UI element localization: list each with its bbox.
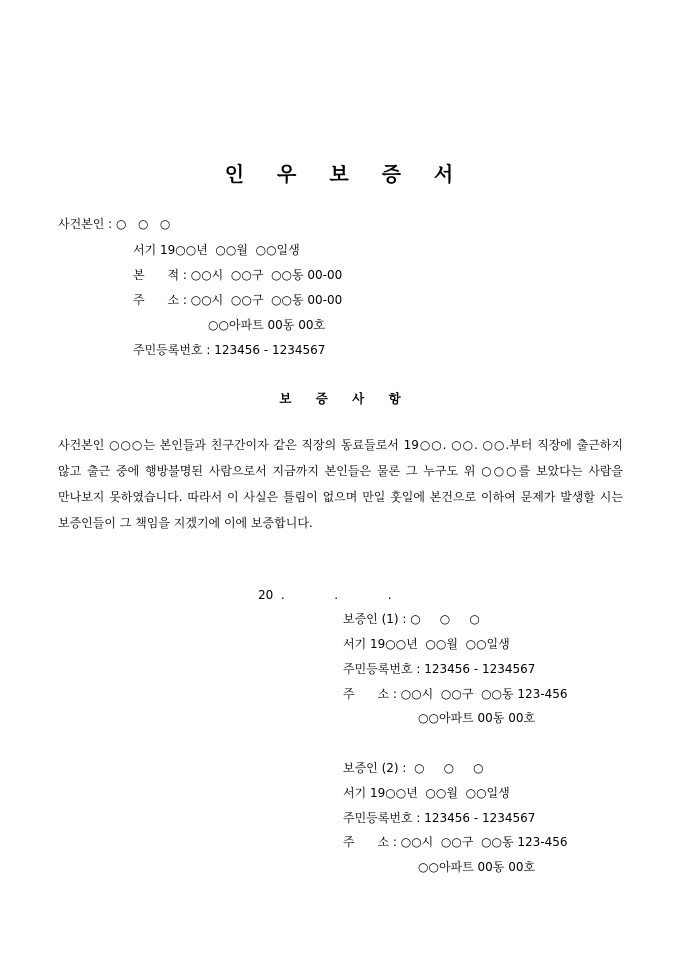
guarantor-1-birth: 서기 19○○년 ○○월 ○○일생 (343, 637, 510, 651)
subject-name-line: 사건본인 : ○ ○ ○ (58, 217, 171, 231)
guarantor-2-resident-number: 주민등록번호 : 123456 - 1234567 (343, 811, 536, 825)
guarantor-2-address: 주 소 : ○○시 ○○구 ○○동 123-456 (343, 835, 568, 849)
section-title: 보 증 사 항 (279, 391, 401, 406)
subject-address-line: 주 소 : ○○시 ○○구 ○○동 00-00 (133, 293, 343, 307)
guarantee-paragraph: 사건본인 ○○○는 본인들과 친구간이자 같은 직장의 동료들로서 19○○. ○○. ○○.부터 직장에 출근하지 않고 출근 중에 행방불명된 사람으로서 지금까지 본인들은 물론 그 누구도 위 ○○○를 보았다는 사람을 만나보지 못하였습니다. 따라서 이 사실은 틀림이 없으며 만일 훗일에 본건으로 이하여 문제가 발생할 시는 보증인들이 그 책임을 지겠기에 이에 보증합니다. (58, 438, 623, 530)
guarantor-1-name: 보증인 (1) : ○ ○ ○ (343, 612, 480, 626)
guarantor-2-birth: 서기 19○○년 ○○월 ○○일생 (343, 786, 510, 800)
guarantor-1-address: 주 소 : ○○시 ○○구 ○○동 123-456 (343, 687, 568, 701)
date-line: 20 . . . (258, 588, 392, 602)
guarantor-2-address-detail: ○○아파트 00동 00호 (418, 860, 536, 874)
guarantor-1-resident-number: 주민등록번호 : 123456 - 1234567 (343, 662, 536, 676)
guarantor-2-name: 보증인 (2) : ○ ○ ○ (343, 761, 484, 775)
guarantor-1-address-detail: ○○아파트 00동 00호 (418, 711, 536, 725)
subject-address-detail: ○○아파트 00동 00호 (208, 318, 326, 332)
subject-resident-number: 주민등록번호 : 123456 - 1234567 (133, 343, 326, 357)
subject-domicile-line: 본 적 : ○○시 ○○구 ○○동 00-00 (133, 268, 343, 282)
subject-birth-line: 서기 19○○년 ○○월 ○○일생 (133, 243, 300, 257)
document-title: 인 우 보 증 서 (224, 162, 456, 186)
